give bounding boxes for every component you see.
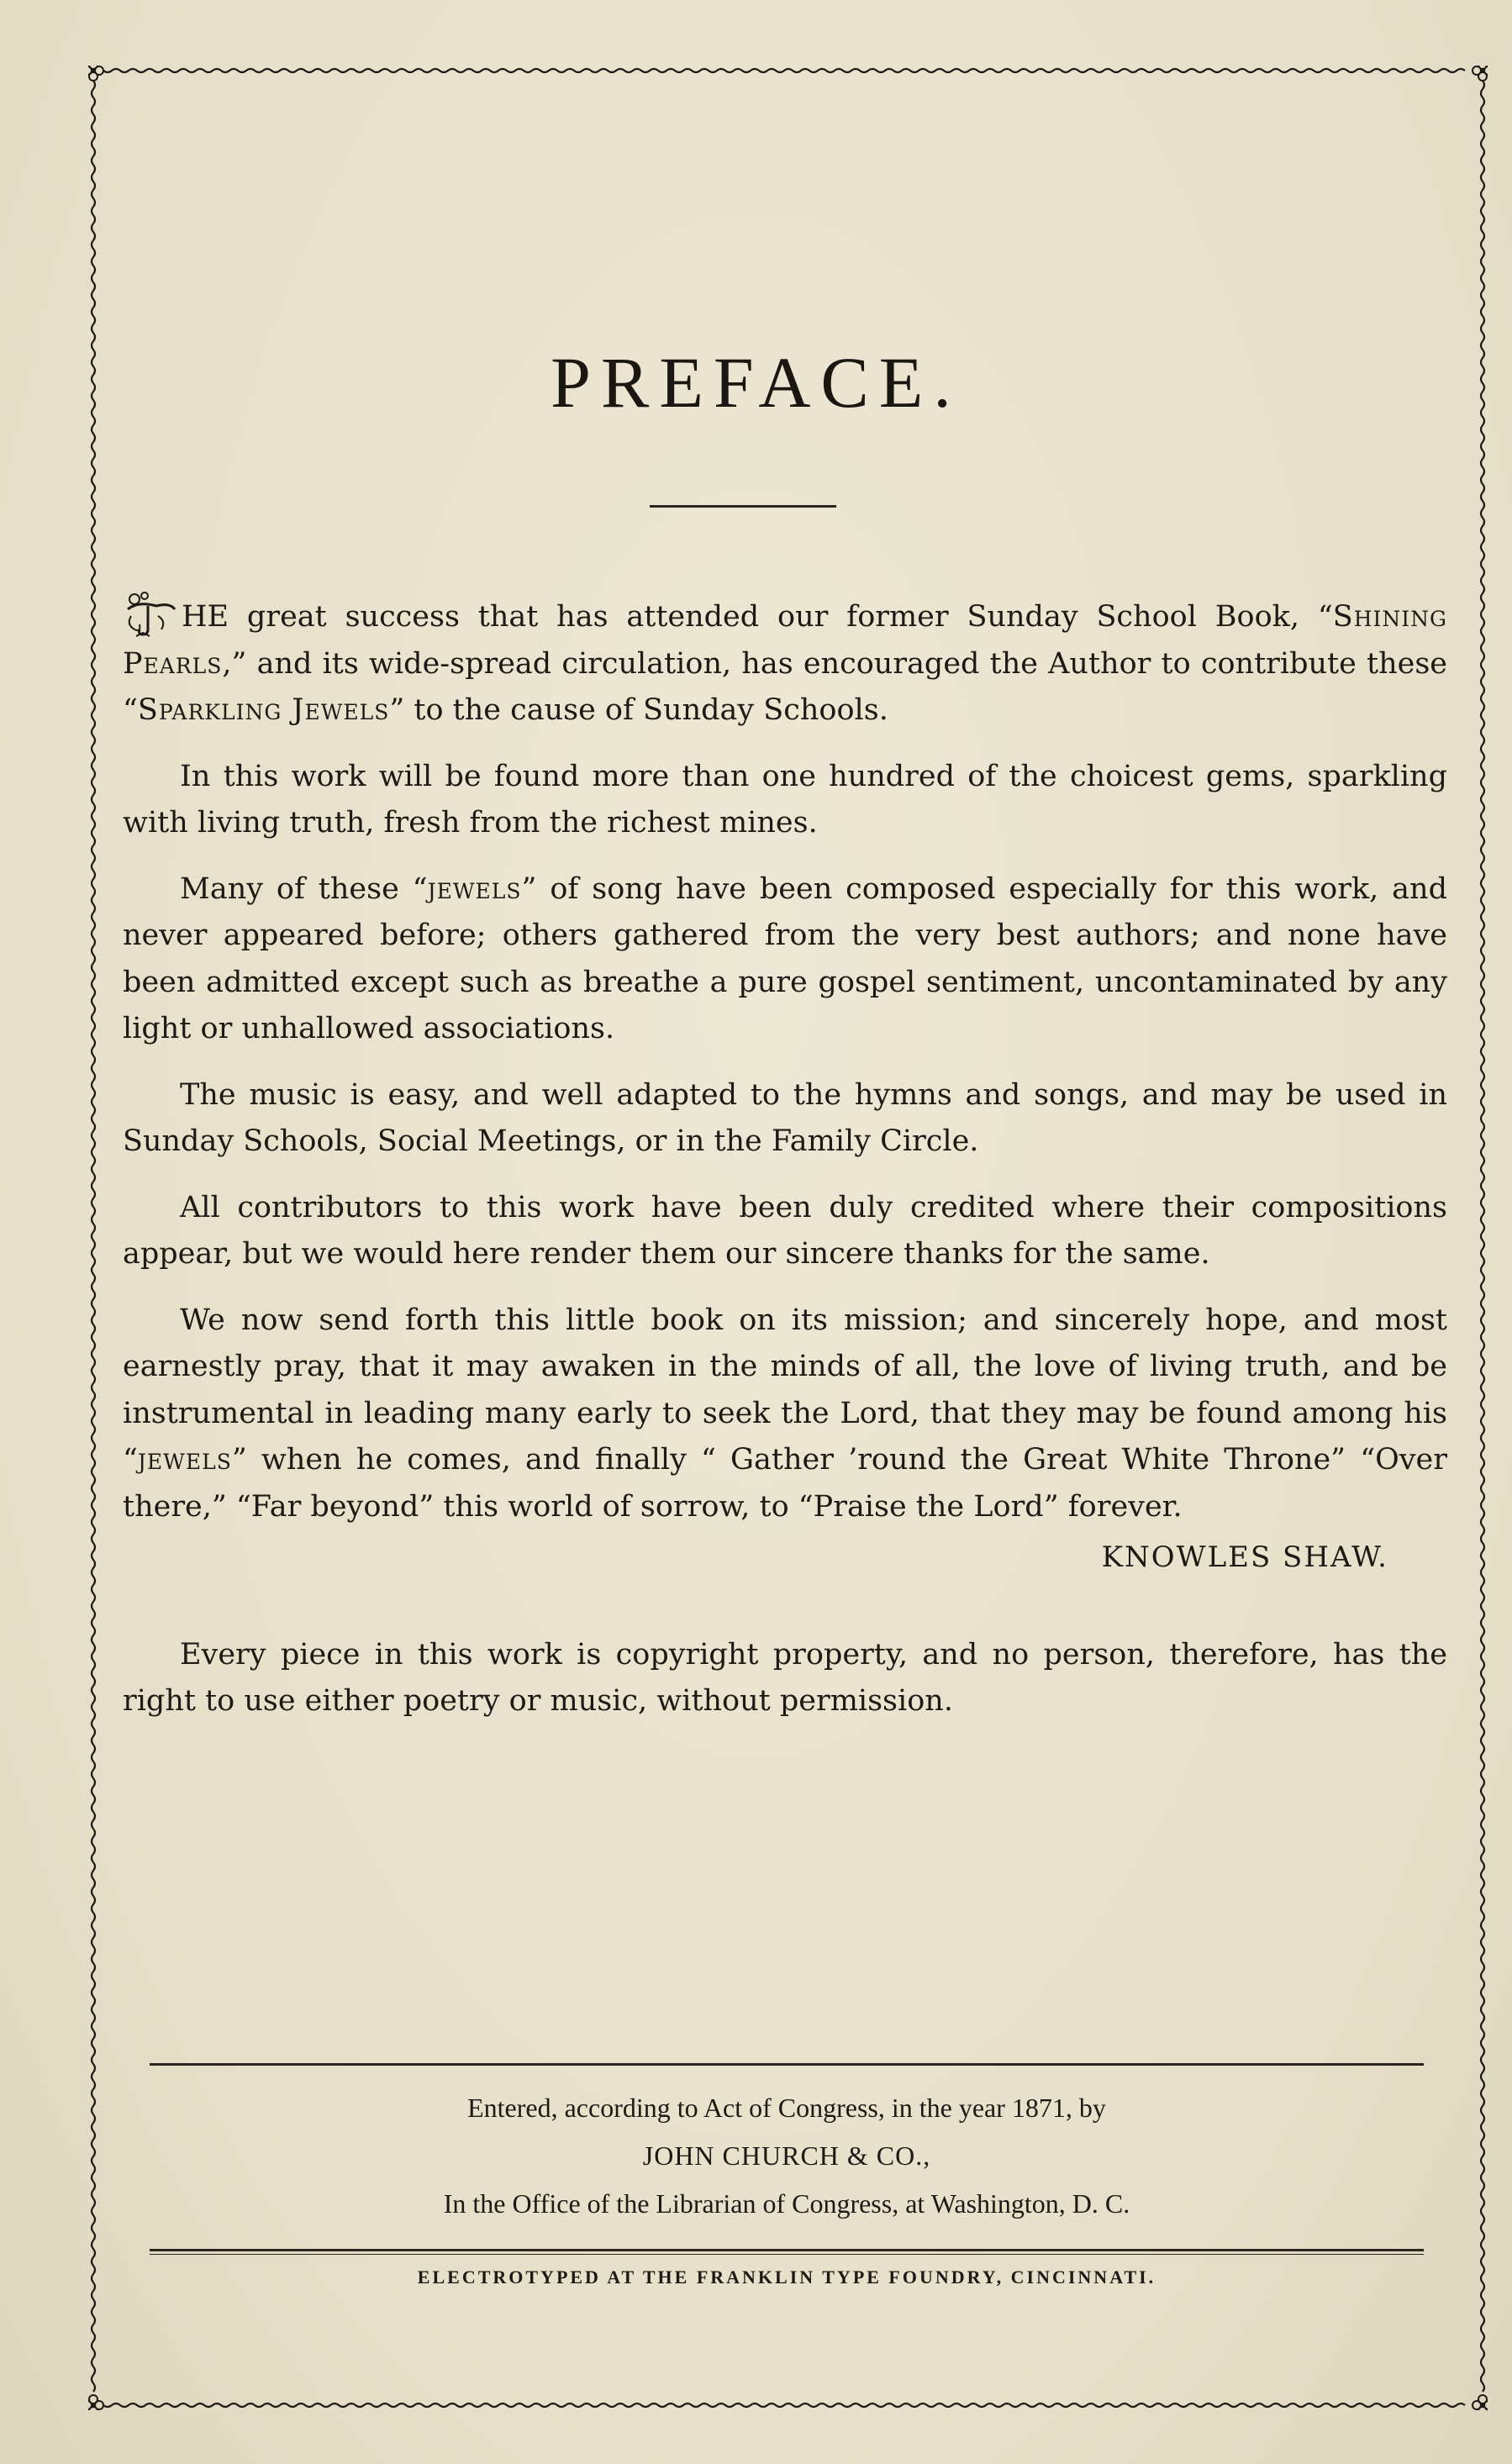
small-caps-run: jewels	[137, 1443, 232, 1477]
entry-line-1: Entered, according to Act of Congress, in the year 1871, by	[467, 2093, 1106, 2123]
copyright-entry	[150, 2084, 1424, 2228]
footer-bottom-rule-thin	[150, 2254, 1424, 2255]
paragraph-1	[123, 591, 1447, 734]
paragraph-5	[123, 1185, 1447, 1278]
text-run: Many of these “	[180, 871, 428, 906]
preface-body	[123, 591, 1447, 1745]
text-run: ” when he comes, and finally “ Gather ’round the Great White Throne” “Over there,” “Far beyond” this world of sorrow, to “Praise the Lord” forever.	[123, 1443, 1447, 1524]
printer-imprint: ELECTROTYPED AT THE FRANKLIN TYPE FOUNDRY, CINCINNATI.	[417, 2267, 1156, 2288]
text-run: The music is easy, and well adapted to the hymns and songs, and may be used in Sunday Schools, Social Meetings, or in the Family Circle.	[123, 1077, 1447, 1158]
copyright-notice: Every piece in this work is copyright property, and no person, therefore, has the right to use either poetry or music, without permission.	[123, 1637, 1447, 1718]
small-caps-run: jewels	[427, 871, 522, 906]
corner-ornament-icon	[88, 66, 103, 81]
ornamental-dropcap-icon	[123, 591, 178, 638]
small-caps-run: Shining Pearls	[123, 600, 1447, 681]
border-wave	[92, 81, 95, 2392]
text-run: ” of song have been composed especially for this work, and never appeared before; others gathered from the very best authors; and none have been admitted except such as breathe a pure gospel sentiment, uncontaminated by any light or unhallowed associations.	[123, 871, 1447, 1045]
corner-ornament-icon	[1472, 2395, 1488, 2410]
title-rule	[650, 505, 836, 508]
author-signature: KNOWLES SHAW.	[1101, 1540, 1388, 1574]
small-caps-run: Sparkling Jewels	[137, 693, 390, 727]
text-run: HE great success that has attended our former Sunday School Book, “	[182, 600, 1333, 634]
footer-top-rule	[150, 2063, 1424, 2066]
text-run: ” to the cause of Sunday Schools.	[389, 693, 888, 727]
text-run: ,” and its wide-spread circulation, has encouraged the Author to contribute these “	[123, 646, 1447, 727]
paragraph-3	[123, 866, 1447, 1053]
text-run: In this work will be found more than one hundred of the choicest gems, sparkling with living truth, fresh from the richest mines.	[123, 759, 1447, 840]
border-wave	[103, 2403, 1465, 2407]
page-title: PREFACE.	[551, 342, 961, 423]
border-wave	[1481, 81, 1484, 2392]
paragraph-4	[123, 1072, 1447, 1166]
paragraph-6	[123, 1298, 1447, 1531]
corner-ornament-icon	[1472, 66, 1488, 81]
footer-bottom-rule	[150, 2249, 1424, 2251]
border-wave	[103, 69, 1465, 72]
publisher-name: JOHN CHURCH & CO.,	[642, 2140, 931, 2171]
text-run: We now send forth this little book on its mission; and sincerely hope, and most earnestly pray, that it may awaken in the minds of all, the love of living truth, and be instrumental in leading many early to seek the Lord, that they may be found among his “	[123, 1303, 1447, 1477]
corner-ornament-icon	[88, 2395, 103, 2410]
text-run: All contributors to this work have been duly credited where their compositions appear, but we would here render them our sincere thanks for the same.	[123, 1190, 1447, 1271]
entry-line-3: In the Office of the Librarian of Congress, at Washington, D. C.	[443, 2188, 1130, 2219]
paragraph-2	[123, 754, 1447, 847]
